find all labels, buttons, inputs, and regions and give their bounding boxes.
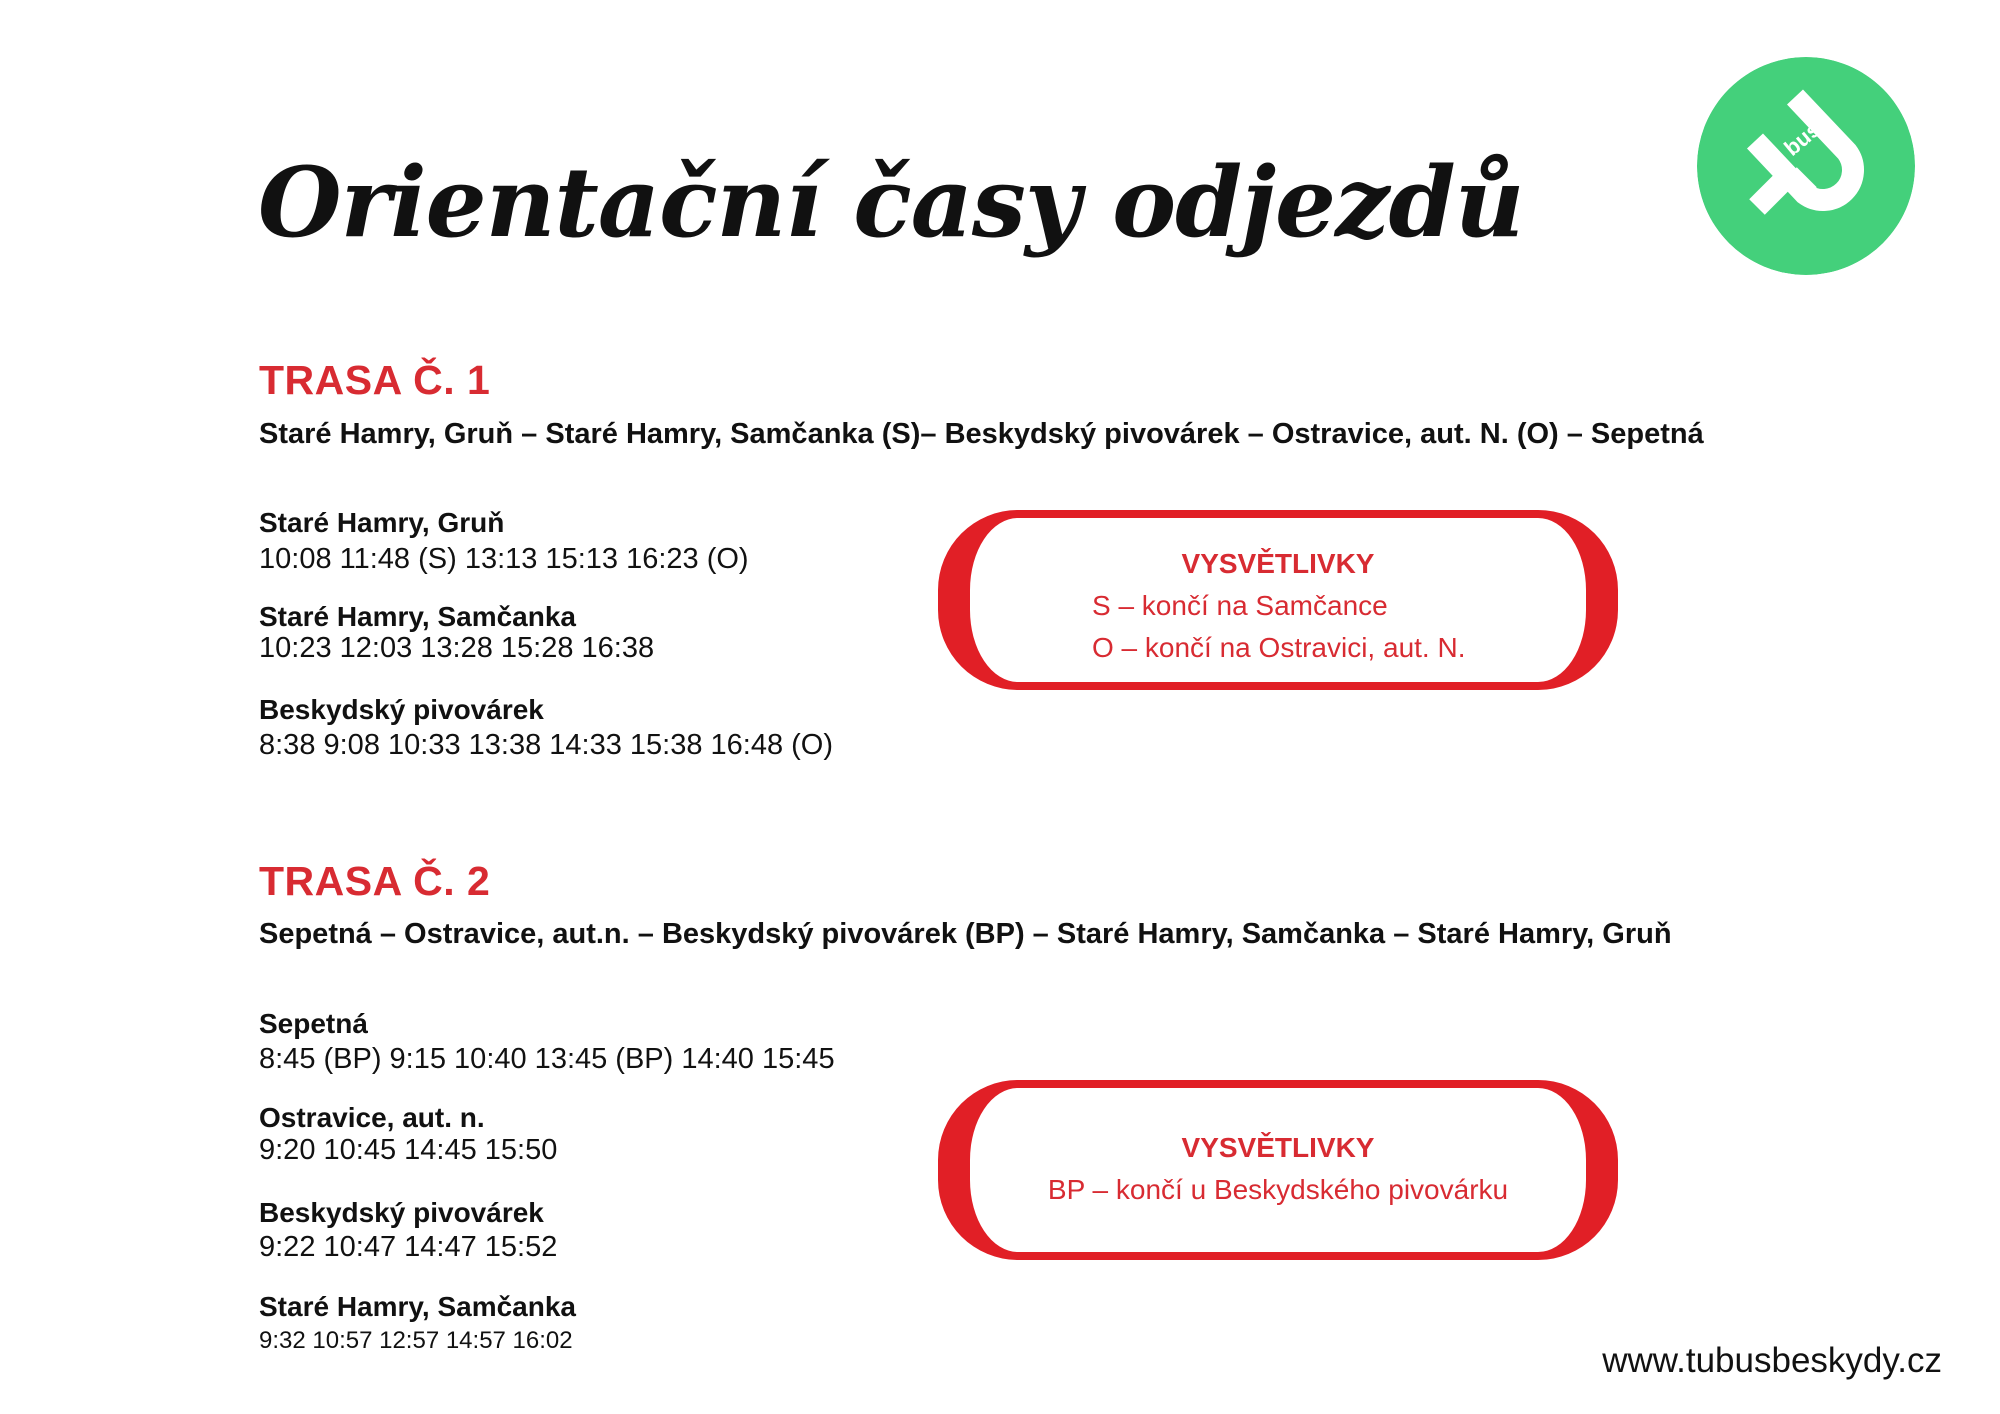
- route-1-path: Staré Hamry, Gruň – Staré Hamry, Samčanka (S)– Beskydský pivovárek – Ostravice, aut. N. (O) – Sepetná: [259, 418, 1704, 450]
- route-1-stop-2-times: 10:23 12:03 13:28 15:28 16:38: [259, 632, 655, 664]
- route-2-stop-2-times: 9:20 10:45 14:45 15:50: [259, 1134, 558, 1166]
- route-2-legend-box: [938, 1080, 1618, 1260]
- route-2-stop-3-name: Beskydský pivovárek: [259, 1197, 544, 1228]
- route-2-stop-2-name: Ostravice, aut. n.: [259, 1102, 485, 1133]
- route-2-heading: TRASA Č. 2: [259, 858, 491, 904]
- route-1-stop-1-times: 10:08 11:48 (S) 13:13 15:13 16:23 (O): [259, 543, 749, 575]
- route-1-stop-3-name: Beskydský pivovárek: [259, 694, 544, 725]
- route-2-stop-4-times: 9:32 10:57 12:57 14:57 16:02: [259, 1327, 573, 1354]
- logo-text: bus: [1779, 116, 1826, 161]
- route-2-stop-3-times: 9:22 10:47 14:47 15:52: [259, 1231, 558, 1263]
- route-2-stop-4-name: Staré Hamry, Samčanka: [259, 1291, 576, 1322]
- route-1-legend-title: VYSVĚTLIVKY: [1181, 548, 1375, 579]
- route-1-stop-3-times: 8:38 9:08 10:33 13:38 14:33 15:38 16:48 (O): [259, 729, 834, 761]
- route-2-path: Sepetná – Ostravice, aut.n. – Beskydský pivovárek (BP) – Staré Hamry, Samčanka – Staré Hamry, Gruň: [259, 918, 1672, 950]
- page-title: Orientační časy odjezdů: [258, 146, 1524, 259]
- route-2-legend-item-bp: BP – končí u Beskydského pivovárku: [1047, 1174, 1509, 1205]
- route-2-stop-1-times: 8:45 (BP) 9:15 10:40 13:45 (BP) 14:40 15:45: [259, 1043, 835, 1075]
- route-1-legend-item-o: O – končí na Ostravici, aut. N.: [1092, 632, 1466, 663]
- website-link[interactable]: www.tubusbeskydy.cz: [1602, 1341, 1942, 1380]
- route-1-stop-2-name: Staré Hamry, Samčanka: [259, 601, 576, 632]
- route-2-stop-1-name: Sepetná: [259, 1008, 368, 1039]
- route-1-legend-item-s: S – končí na Samčance: [1092, 590, 1388, 621]
- tubus-logo-icon: [1697, 57, 1915, 275]
- route-1-heading: TRASA Č. 1: [259, 357, 491, 403]
- route-2-legend-title: VYSVĚTLIVKY: [1181, 1132, 1375, 1163]
- route-1-legend-box: [938, 510, 1618, 690]
- route-1-stop-1-name: Staré Hamry, Gruň: [259, 507, 505, 538]
